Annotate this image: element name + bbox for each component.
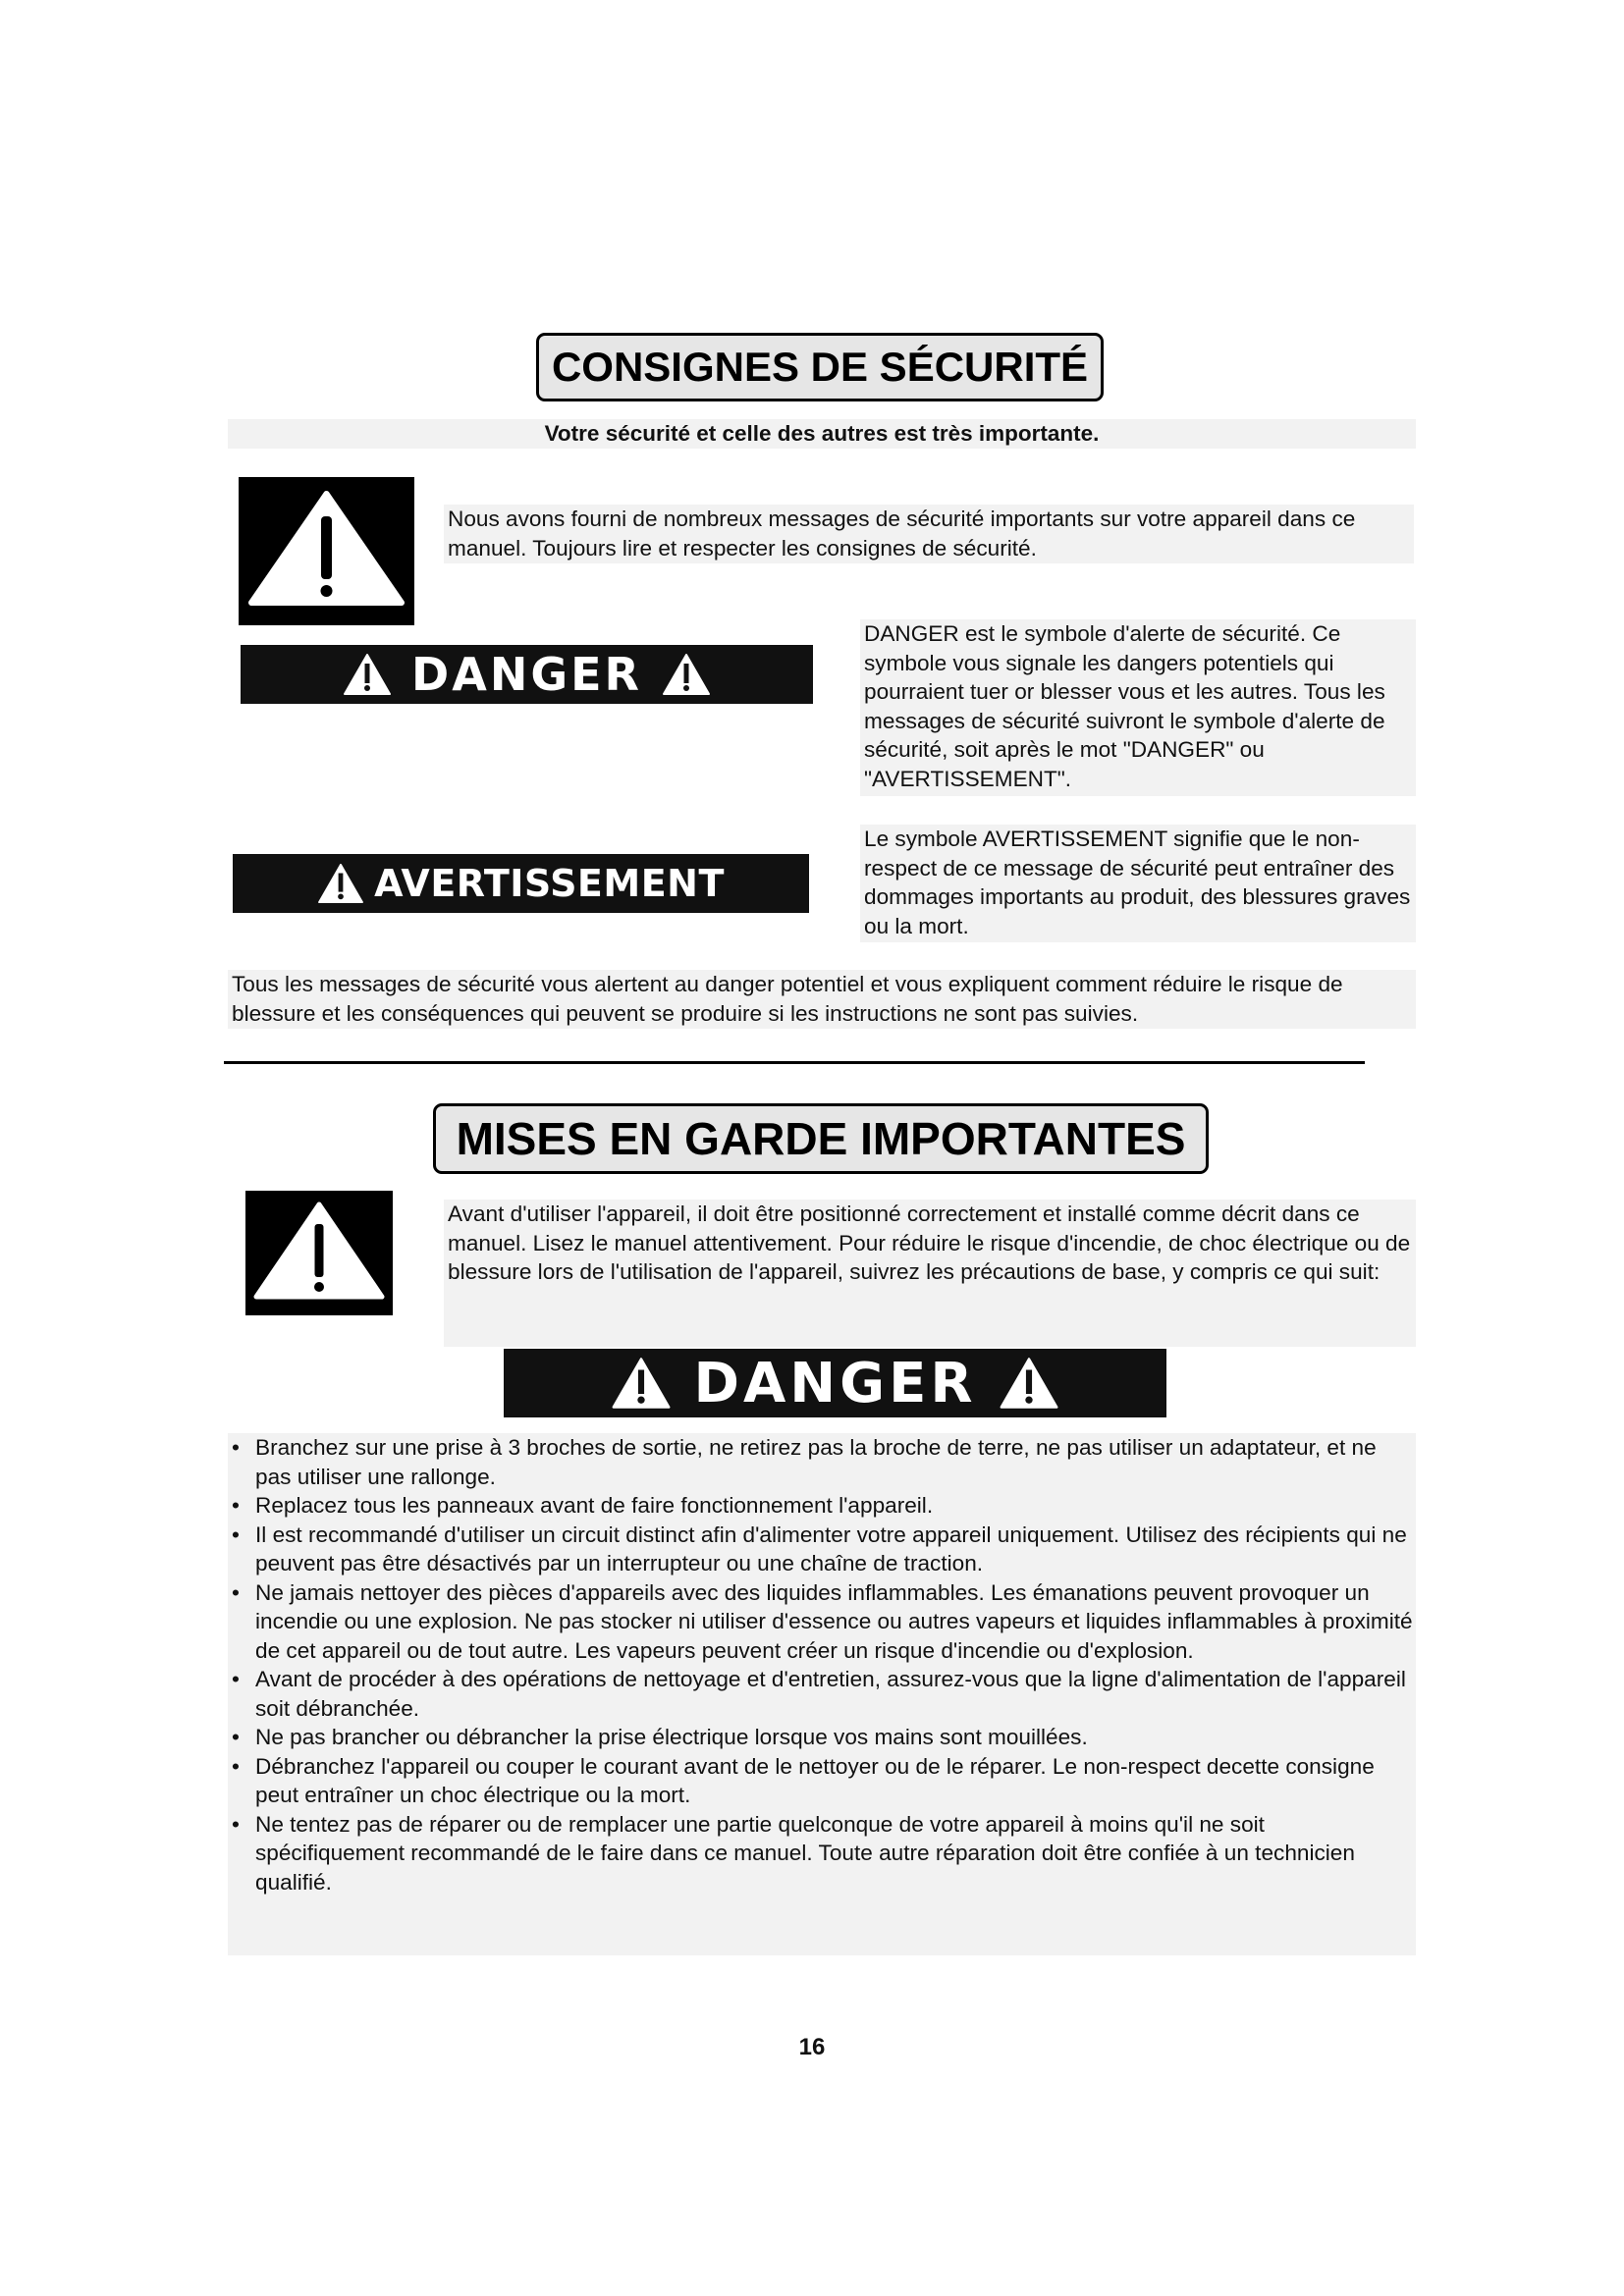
bullet-point: • xyxy=(232,1579,240,1605)
small-warning-triangle-icon xyxy=(611,1357,672,1410)
list-item xyxy=(228,1665,1416,1723)
list-item xyxy=(228,1752,1416,1810)
section-title-mises-en-garde: MISES EN GARDE IMPORTANTES xyxy=(433,1103,1209,1174)
danger-banner-large xyxy=(504,1349,1166,1417)
list-item-text: Ne tentez pas de réparer ou de remplacer une partie quelconque de votre appareil à moins qu'il ne soit spécifiquement recommandé de le faire dans ce manuel. Toute autre réparation doit être confiée à un technicien qualifié. xyxy=(255,1811,1355,1895)
warning-triangle-icon xyxy=(239,477,414,625)
warning-triangle-icon xyxy=(245,1191,393,1315)
list-item xyxy=(228,1433,1416,1491)
list-item-text: Il est recommandé d'utiliser un circuit distinct afin d'alimenter votre appareil uniquement. Utilisez des récipients qui ne peuvent pas être désactivés par un interrupteur ou une chaîne de traction. xyxy=(255,1522,1407,1575)
danger-label: DANGER xyxy=(411,648,642,701)
list-item xyxy=(228,1810,1416,1897)
bullet-point: • xyxy=(232,1811,240,1837)
list-item-text: Débranchez l'appareil ou couper le courant avant de le nettoyer ou de le réparer. Le non-respect decette consigne peut entraîner un choc électrique ou la mort. xyxy=(255,1753,1375,1807)
list-item-text: Branchez sur une prise à 3 broches de sortie, ne retirez pas la broche de terre, ne pas utiliser un adaptateur, et ne pas utiliser une rallonge. xyxy=(255,1435,1377,1489)
bullet-point: • xyxy=(232,1493,240,1518)
safety-intro-text: Nous avons fourni de nombreux messages de sécurité importants sur votre appareil dans ce manuel. Toujours lire et respecter les consignes de sécurité. xyxy=(444,505,1414,563)
precautions-intro-text: Avant d'utiliser l'appareil, il doit être positionné correctement et installé comme décrit dans ce manuel. Lisez le manuel attentivement. Pour réduire le risque d'incendie, de choc électrique ou de blessure lors de l'utilisation de l'appareil, suivrez les précautions de base, y compris ce qui suit: xyxy=(444,1200,1416,1347)
danger-description: DANGER est le symbole d'alerte de sécurité. Ce symbole vous signale les dangers potentiels qui pourraient tuer or blesser vous et les autres. Tous les messages de sécurité suivront le symbole d'alerte de sécurité, soit après le mot "DANGER" ou "AVERTISSEMENT". xyxy=(860,619,1416,796)
small-warning-triangle-icon xyxy=(662,653,711,696)
safety-summary-text: Tous les messages de sécurité vous alertent au danger potentiel et vous expliquent comment réduire le risque de blessure et les conséquences qui peuvent se produire si les instructions ne sont pas suivies. xyxy=(228,970,1416,1029)
list-item xyxy=(228,1491,1416,1521)
list-item-text: Ne jamais nettoyer des pièces d'appareils avec des liquides inflammables. Les émanations peuvent provoquer un incendie ou une explosion. Ne pas stocker ni utiliser d'essence ou autres vapeurs et liquides inflammables à proximité de cet appareil ou de tout autre. Les vapeurs peuvent créer un risque d'incendie ou d'explosion. xyxy=(255,1579,1413,1663)
bullet-point: • xyxy=(232,1435,240,1460)
list-item-text: Ne pas brancher ou débrancher la prise électrique lorsque vos mains sont mouillées. xyxy=(255,1725,1088,1749)
bullet-point: • xyxy=(232,1753,240,1779)
section-divider xyxy=(224,1061,1365,1064)
bullet-point: • xyxy=(232,1522,240,1547)
small-warning-triangle-icon xyxy=(317,863,364,904)
warning-banner xyxy=(233,854,809,913)
list-item xyxy=(228,1578,1416,1666)
page-number: 16 xyxy=(798,2034,826,2060)
bullet-point: • xyxy=(232,1667,240,1691)
danger-banner xyxy=(241,645,813,704)
warning-label: AVERTISSEMENT xyxy=(374,862,725,905)
warning-description: Le symbole AVERTISSEMENT signifie que le non-respect de ce message de sécurité peut entraîner des dommages importants au produit, des blessures graves ou la mort. xyxy=(860,825,1416,942)
list-item-text: Avant de procéder à des opérations de nettoyage et d'entretien, assurez-vous que la ligne d'alimentation de l'appareil soit débranchée. xyxy=(255,1667,1406,1721)
list-item xyxy=(228,1723,1416,1752)
bullet-point: • xyxy=(232,1725,240,1749)
small-warning-triangle-icon xyxy=(343,653,392,696)
section-subtitle: Votre sécurité et celle des autres est très importante. xyxy=(228,419,1416,449)
list-item xyxy=(228,1521,1416,1578)
small-warning-triangle-icon xyxy=(999,1357,1059,1410)
list-item-text: Replacez tous les panneaux avant de faire fonctionnement l'appareil. xyxy=(255,1493,934,1518)
section-title-consignes: CONSIGNES DE SÉCURITÉ xyxy=(536,333,1104,401)
danger-label: DANGER xyxy=(693,1351,977,1415)
precautions-list xyxy=(228,1433,1416,1955)
